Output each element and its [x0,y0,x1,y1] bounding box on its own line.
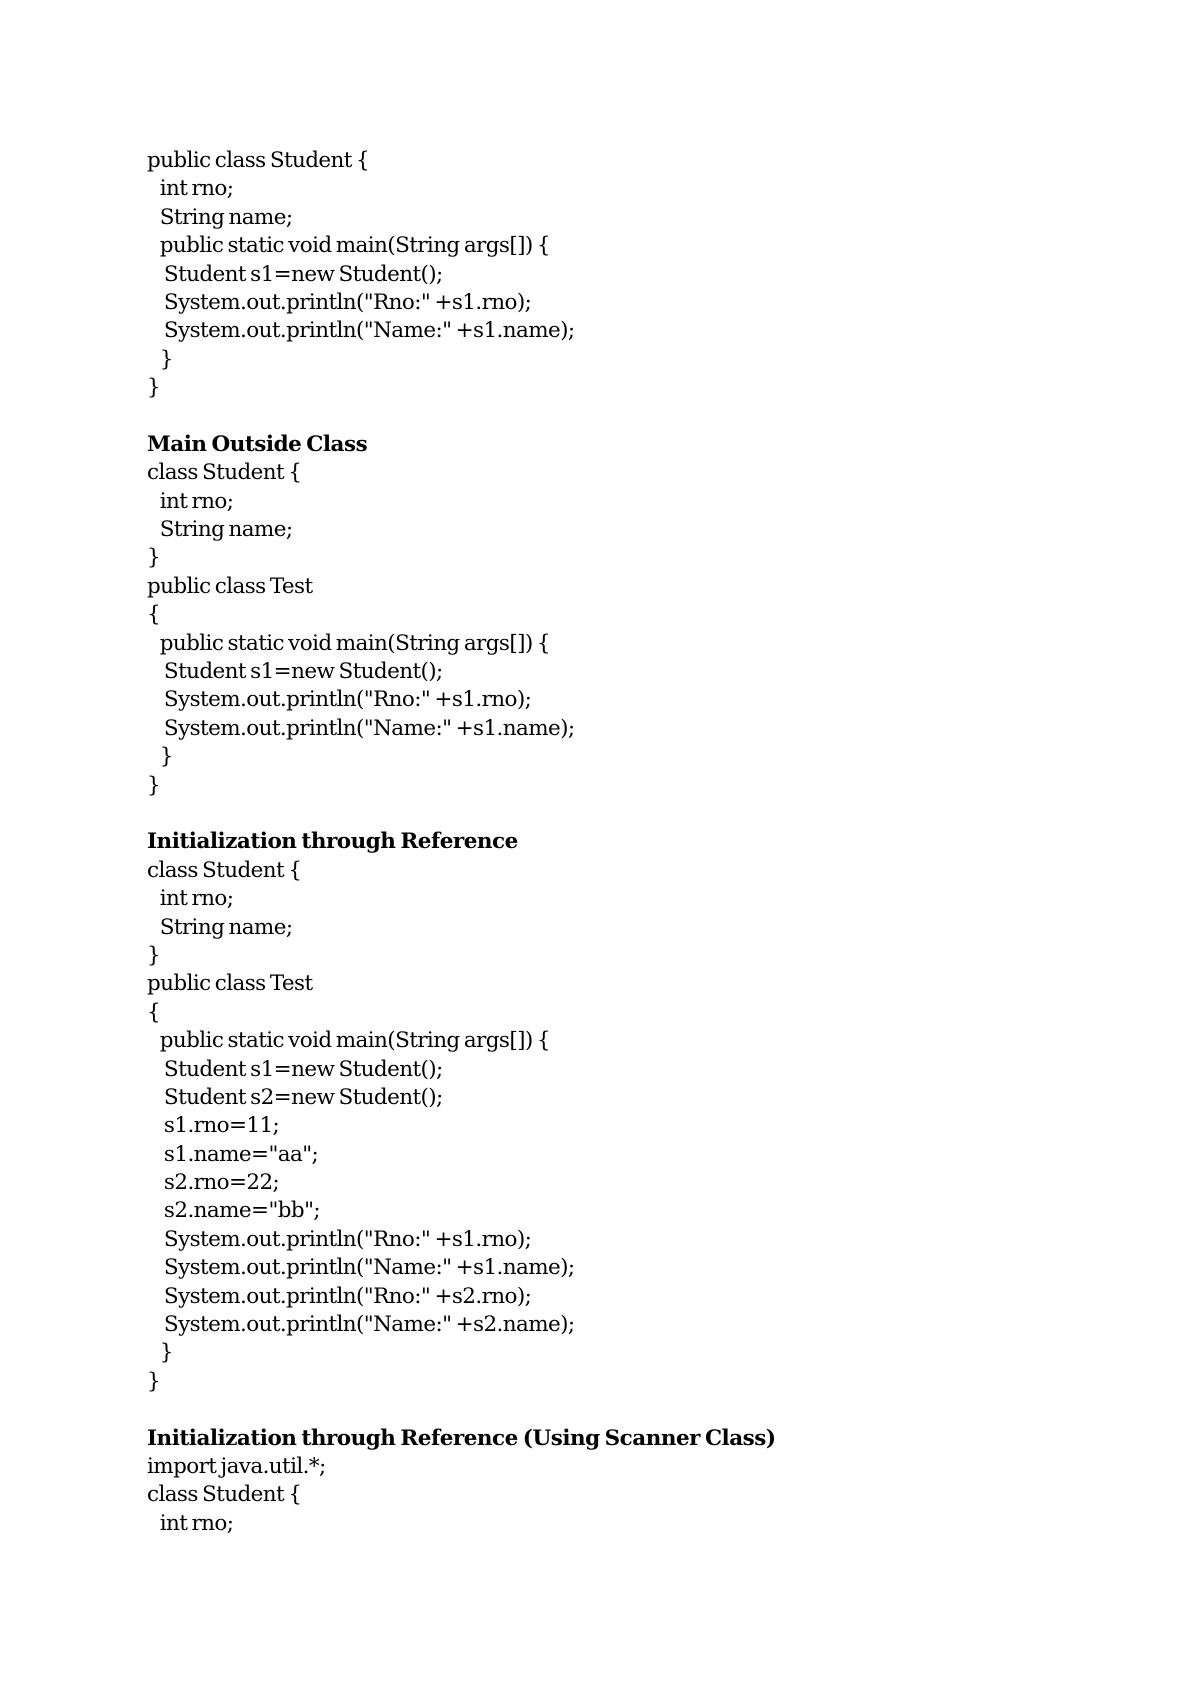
section-heading: Initialization through Reference [147,829,518,855]
code-line: Student s1=new Student(); [147,659,443,685]
code-line: int rno; [147,886,234,912]
code-line: System.out.println("Rno:" +s1.rno); [147,687,532,713]
code-line: class Student { [147,460,302,486]
code-line: System.out.println("Rno:" +s1.rno); [147,1226,532,1252]
spacer [147,800,1107,828]
code-line: Student s1=new Student(); [147,261,443,287]
code-line: int rno; [147,1510,234,1536]
code-line: class Student { [147,1482,302,1508]
code-line: } [147,772,161,798]
section-heading: Main Outside Class [147,431,368,457]
code-line: s2.rno=22; [147,1170,280,1196]
code-line: } [147,375,161,401]
code-line: System.out.println("Rno:" +s2.rno); [147,1283,532,1309]
document-content [147,147,1107,1538]
code-line: int rno; [147,176,234,202]
code-line: public static void main(String args[]) { [147,233,551,259]
code-line: } [147,744,173,770]
code-line: } [147,1368,161,1394]
code-line: System.out.println("Name:" +s1.name); [147,318,575,344]
code-line: s2.name="bb"; [147,1198,321,1224]
code-line: System.out.println("Name:" +s1.name); [147,1255,575,1281]
code-line: public class Test [147,573,313,599]
code-line: s1.rno=11; [147,1113,280,1139]
section-main-outside-class [147,431,1107,800]
code-line: class Student { [147,857,302,883]
spacer [147,403,1107,431]
code-line: } [147,545,161,571]
code-block-student-class [147,147,1107,403]
code-line: System.out.println("Name:" +s1.name); [147,715,575,741]
code-line: s1.name="aa"; [147,1141,319,1167]
code-line: import java.util.*; [147,1453,326,1479]
code-line: String name; [147,204,293,230]
spacer [147,1396,1107,1424]
code-line: System.out.println("Rno:" +s1.rno); [147,289,532,315]
code-line: String name; [147,914,293,940]
section-heading: Initialization through Reference (Using Scanner Class) [147,1425,776,1451]
code-line: String name; [147,517,293,543]
section-initialization-using-scanner [147,1425,1107,1539]
code-line: int rno; [147,488,234,514]
code-line: public class Test [147,971,313,997]
code-line: public static void main(String args[]) { [147,630,551,656]
code-line: { [147,999,161,1025]
code-line: public class Student { [147,148,370,173]
code-line: } [147,1340,173,1366]
code-line: Student s2=new Student(); [147,1084,443,1110]
code-line: } [147,942,161,968]
code-line: public static void main(String args[]) { [147,1028,551,1054]
code-line: { [147,602,161,628]
code-line: System.out.println("Name:" +s2.name); [147,1312,575,1338]
code-line: } [147,346,173,372]
section-initialization-through-reference [147,828,1107,1396]
code-line: Student s1=new Student(); [147,1056,443,1082]
